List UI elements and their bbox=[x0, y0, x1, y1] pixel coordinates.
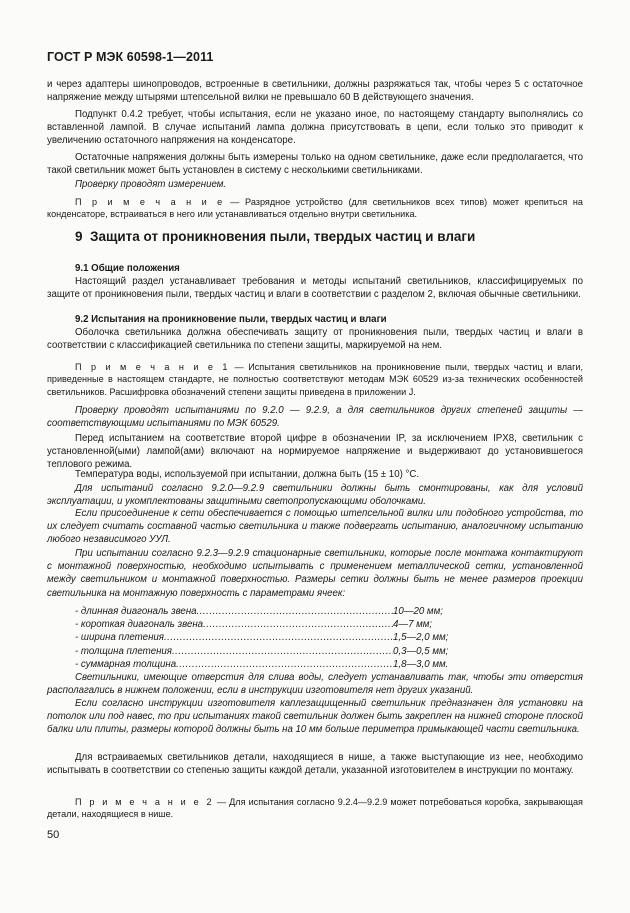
standard-header: ГОСТ Р МЭК 60598-1—2011 bbox=[47, 50, 214, 64]
paragraph: Если присоединение к сети обеспечивается с помощью штепсельной вилки или подобного устройства, то их следует считать составной частью светильника и также подвергать испытанию, аналогичному испытанию любого независимого УУЛ. bbox=[47, 508, 583, 546]
paragraph: Проверку проводят измерением. bbox=[75, 179, 227, 190]
mesh-parameters-list bbox=[75, 605, 495, 671]
list-item: - суммарная толщина ..... 1,8—3,0 мм. bbox=[75, 658, 495, 671]
page-number: 50 bbox=[47, 829, 60, 841]
paragraph: Остаточные напряжения должны быть измерены только на одном светильнике, даже если предполагается, что такой светильник может быть установлен в систему с несколькими светильниками. bbox=[47, 152, 583, 177]
list-item: - толщина плетения ..... 0,3—0,5 мм; bbox=[75, 645, 495, 658]
paragraph: При испытании согласно 9.2.3—9.2.9 стационарные светильники, которые после монтажа контактируют с монтажной поверхностью, необходимо испытывать с применением металлической сетки, установленной между светильником и монтажной поверхностью. Размеры сетки должны быть не менее размеров проекции светильника на монтажную поверхность с параметрами ячеек: bbox=[47, 548, 583, 599]
note bbox=[47, 361, 583, 398]
paragraph: Если согласно инструкции изготовителя каплезащищенный светильник предназначен для установки на потолок или под навес, то при испытаниях такой светильник должен быть закреплен на нижней стороне плоской балки или плиты, размеры которой должны быть на 10 мм больше периметра примыкающей части светильника. bbox=[47, 698, 583, 736]
note-label: П р и м е ч а н и е 2 bbox=[75, 797, 214, 807]
list-item: - длинная диагональ звена ..... 10—20 мм; bbox=[75, 605, 495, 618]
paragraph: Для встраиваемых светильников детали, находящиеся в нише, а также выступающие из нее, необходимо испытывать в соответствии со степенью защиты каждой детали, указанной изготовителем в инструкции по монтажу. bbox=[47, 752, 583, 777]
section-heading bbox=[75, 229, 475, 244]
paragraph: Для испытаний согласно 9.2.0—9.2.9 светильники должны быть смонтированы, как для условий эксплуатации, и укомплектованы защитными светопропускающими оболочками. bbox=[47, 483, 583, 508]
paragraph: и через адаптеры шинопроводов, встроенные в светильники, должны разряжаться так, чтобы через 5 с остаточное напряжение между штырями штепсельной вилки не превышало 60 В действующего значения. bbox=[47, 79, 583, 104]
section-title: Защита от проникновения пыли, твердых частиц и влаги bbox=[90, 229, 476, 244]
paragraph: Оболочка светильника должна обеспечивать защиту от проникновения пыли, твердых частиц и влаги в соответствии с классификацией светильника по степени защиты, маркируемой на нем. bbox=[47, 327, 583, 352]
note bbox=[47, 796, 583, 821]
note bbox=[47, 196, 583, 221]
paragraph: Светильники, имеющие отверстия для слива воды, следует устанавливать так, чтобы эти отверстия располагались в нижнем положении, если в инструкции изготовителя нет других указаний. bbox=[47, 672, 583, 697]
list-item: - ширина плетения ..... 1,5—2,0 мм; bbox=[75, 631, 495, 644]
subsection-heading: 9.2 Испытания на проникновение пыли, твердых частиц и влаги bbox=[75, 314, 387, 325]
paragraph: Подпункт 0.4.2 требует, чтобы испытания, если не указано иное, по настоящему стандарту выполнялись со вставленной лампой. В случае испытаний лампа должна присутствовать в цепи, если только это приводит к увеличению остаточного напряжения на конденсаторе. bbox=[47, 109, 583, 147]
list-item: - короткая диагональ звена ..... 4—7 мм; bbox=[75, 618, 495, 631]
note-label: П р и м е ч а н и е 1 bbox=[75, 362, 230, 372]
note-text: — Для испытания согласно 9.2.4—9.2.9 может потребоваться коробка, закрывающая детали, находящиеся в нише. bbox=[47, 797, 583, 820]
note-text: — Разрядное устройство (для светильников всех типов) может крепиться на конденсаторе, встраиваться в него или устанавливаться отдельно внутри светильника. bbox=[47, 197, 583, 220]
paragraph: Настоящий раздел устанавливает требования и методы испытаний светильников, классифицируемых по защите от проникновения пыли, твердых частиц и влаги в соответствии с разделом 2, включая обычные светильники. bbox=[47, 276, 583, 301]
paragraph: Температура воды, используемой при испытании, должна быть (15 ± 10) °C. bbox=[75, 469, 420, 480]
section-number: 9 bbox=[75, 229, 83, 244]
note-label: П р и м е ч а н и е bbox=[75, 197, 225, 207]
note-text: — Испытания светильников на проникновение пыли, твердых частиц и влаги, приведенные в настоящем стандарте, не полностью соответствуют методам МЭК 60529 из-за технических особенностей светильников. Расшифровка обозначений степени защиты приведена в приложении J. bbox=[47, 362, 583, 397]
paragraph: Проверку проводят испытаниями по 9.2.0 — 9.2.9, а для светильников других степеней защиты — соответствующими испытаниями по МЭК 60529. bbox=[47, 405, 583, 430]
paragraph: Перед испытанием на соответствие второй цифре в обозначении IP, за исключением IPX8, светильник с установленной(ыми) лампой(ами) включают на нормируемое напряжение и выдерживают до установившегося теплового режима. bbox=[47, 433, 583, 471]
subsection-heading: 9.1 Общие положения bbox=[75, 263, 180, 274]
